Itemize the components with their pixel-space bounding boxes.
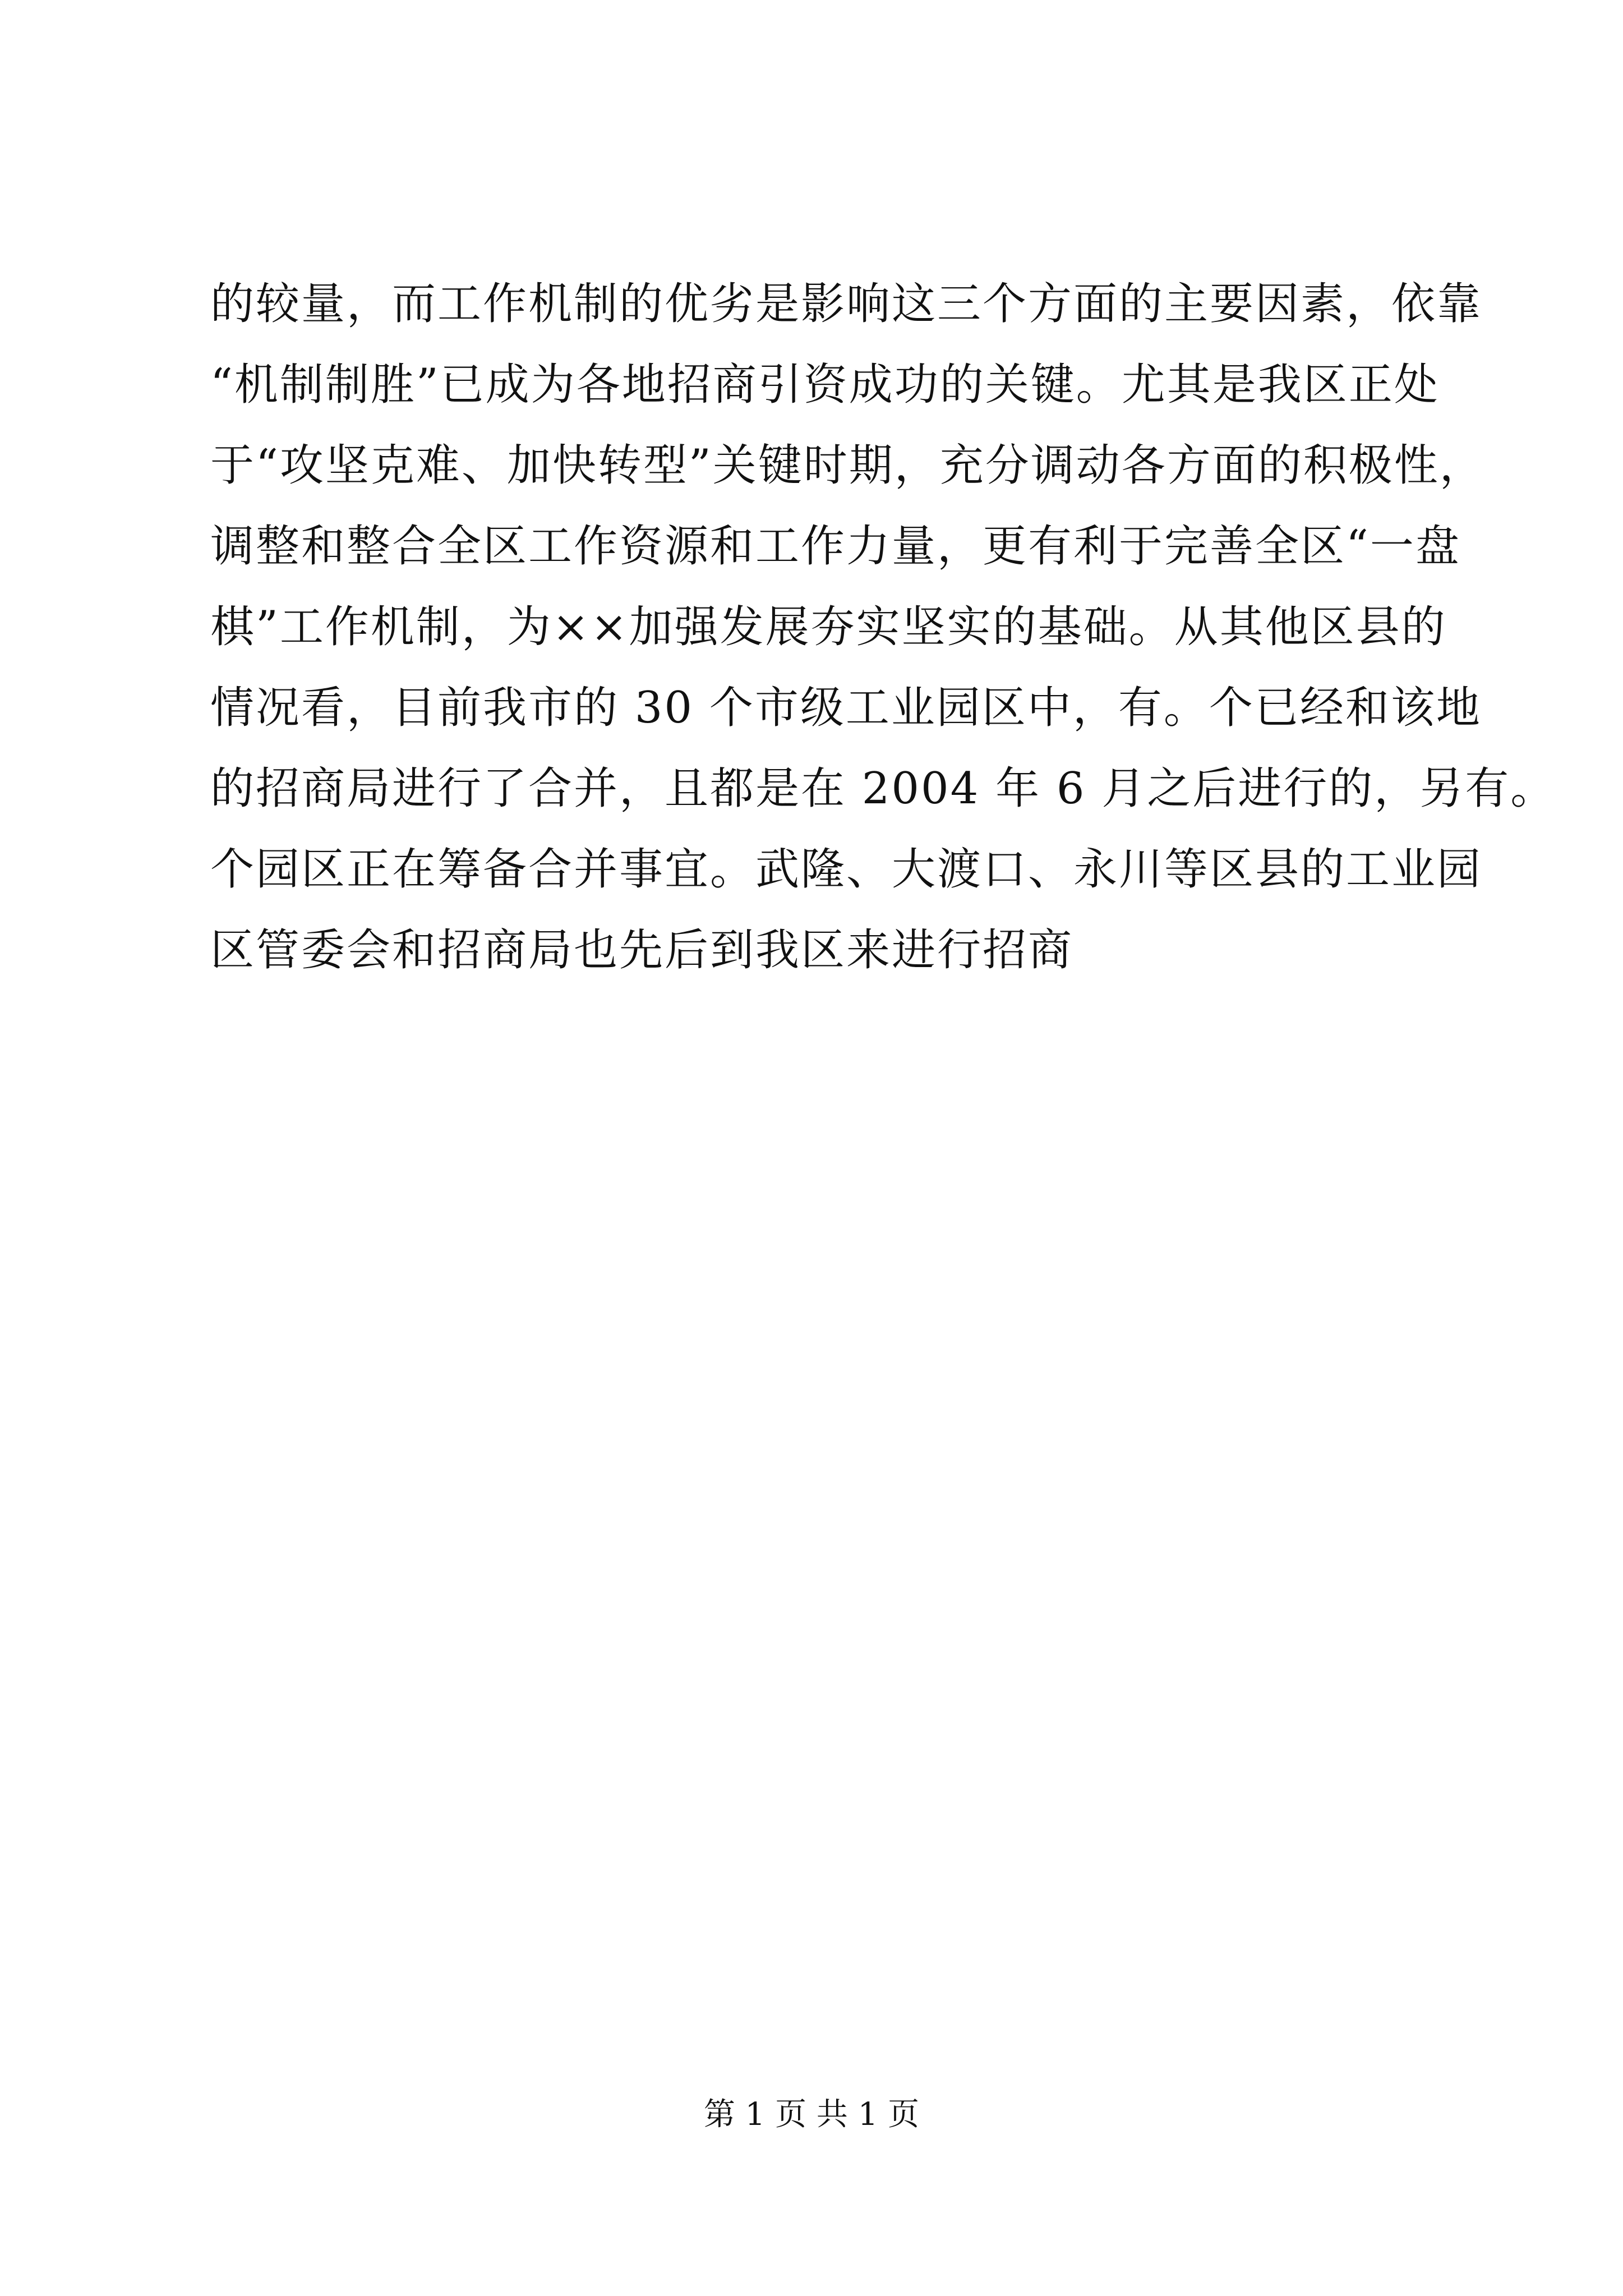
- text-line: 棋”工作机制，为××加强发展夯实坚实的基础。从其他区县的: [210, 602, 1447, 652]
- body-paragraph: [210, 264, 1556, 991]
- text-line: 区管委会和招商局也先后到我区来进行招商: [210, 925, 1074, 976]
- text-line: 情况看，目前我市的 30 个市级工业园区中，有。个已经和该地: [210, 683, 1482, 733]
- text-line: 个园区正在筹备合并事宜。武隆、大渡口、永川等区县的工业园: [210, 844, 1483, 895]
- text-line: 调整和整合全区工作资源和工作力量，更有利于完善全区“一盘: [210, 521, 1461, 572]
- text-line: “机制制胜”已成为各地招商引资成功的关键。尤其是我区正处: [210, 360, 1440, 410]
- text-line: 的较量，而工作机制的优劣是影响这三个方面的主要因素，依靠: [210, 279, 1483, 329]
- text-line: 于“攻坚克难、加快转型”关键时期，充分调动各方面的积极性，: [210, 440, 1485, 491]
- page-footer: 第 1 页 共 1 页: [703, 2096, 920, 2133]
- text-line: 的招商局进行了合并，且都是在 2004 年 6 月之后进行的，另有。: [210, 763, 1556, 814]
